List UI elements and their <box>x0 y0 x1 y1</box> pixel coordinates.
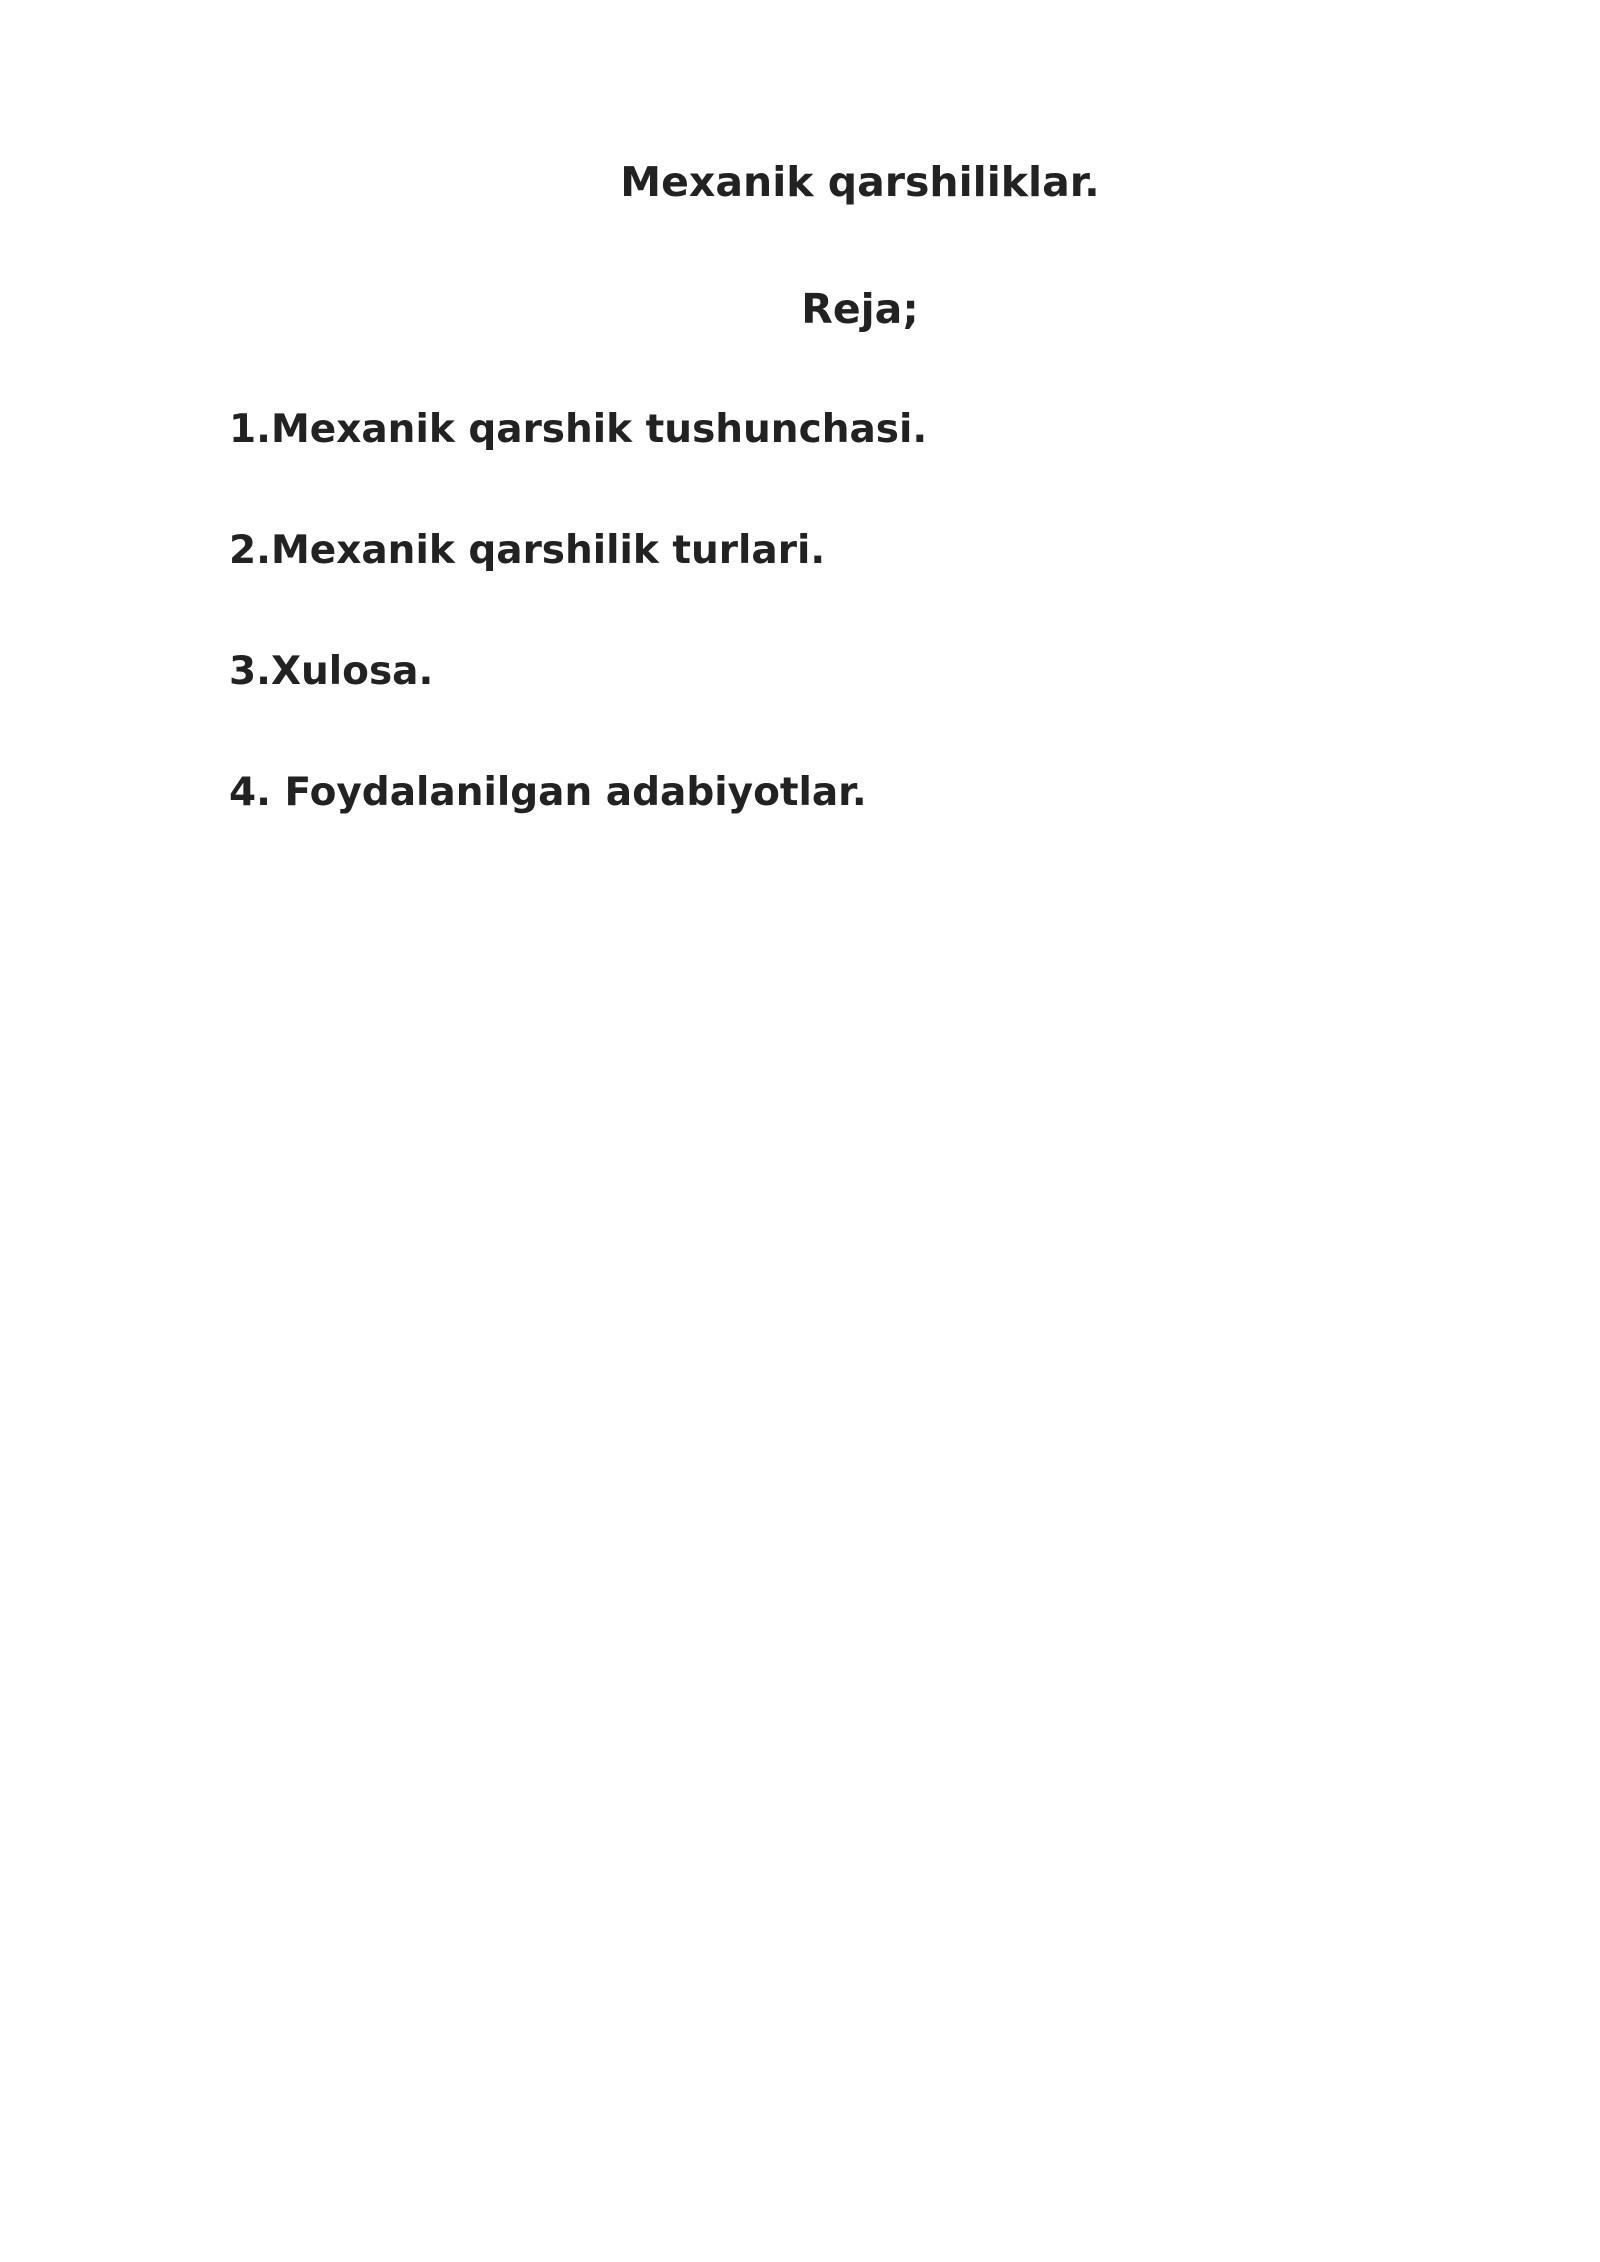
document-title: Mexanik qarshiliklar. <box>620 158 1100 206</box>
plan-item: 1.Mexanik qarshik tushunchasi. <box>229 407 928 452</box>
plan-list <box>229 407 928 894</box>
plan-item: 3.Xulosa. <box>229 649 434 694</box>
plan-item: 4. Foydalanilgan adabiyotlar. <box>229 770 867 815</box>
plan-item: 2.Mexanik qarshilik turlari. <box>229 528 826 573</box>
plan-heading: Reja; <box>801 285 919 333</box>
